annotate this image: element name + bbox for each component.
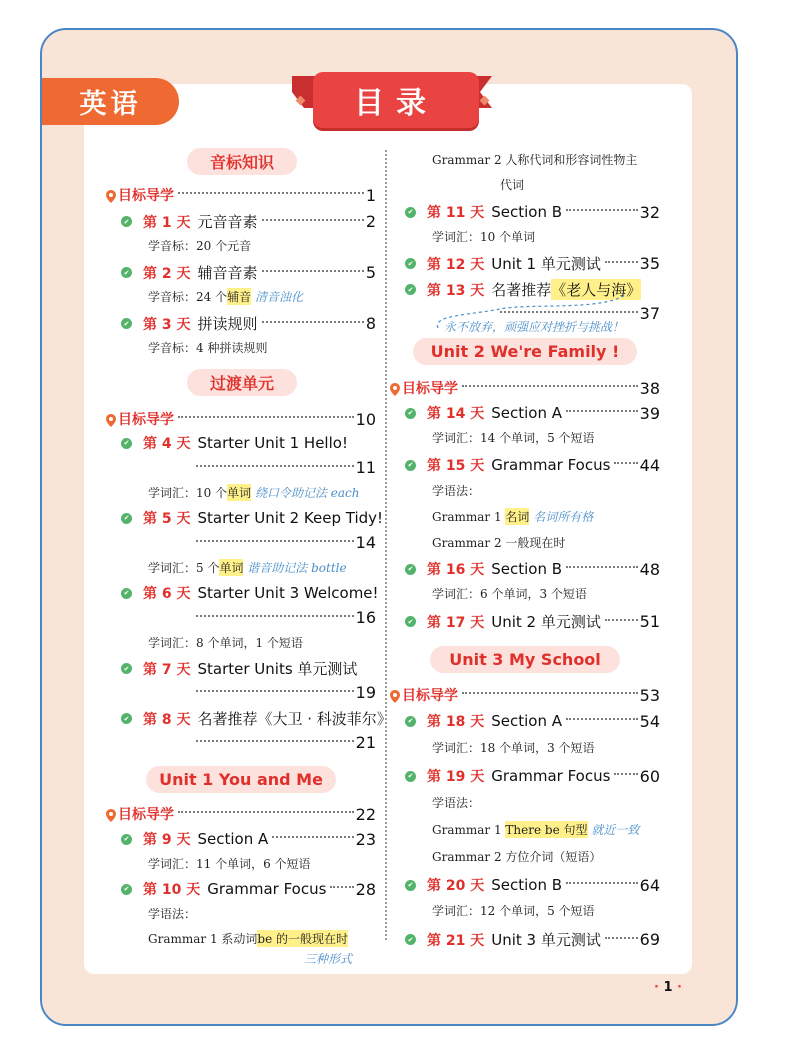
toc-entry[interactable]: ✔ 第 17 天 Unit 2 单元测试 51 <box>405 611 660 632</box>
check-icon: ✔ <box>405 771 416 782</box>
entry-detail: 学音标：24 个 辅音 清音浊化 <box>148 290 303 304</box>
entry-detail: 学词汇：18 个单词，3 个短语 <box>432 741 595 755</box>
grammar-line: Grammar 1 系动词 be 的一般现在时 <box>148 932 348 946</box>
grammar-line: Grammar 2 方位介词（短语） <box>432 850 602 864</box>
entry-detail: 学语法： <box>432 484 481 498</box>
toc-entry[interactable]: ✔ 第 4 天 Starter Unit 1 Hello! <box>121 433 348 453</box>
dot-leader <box>178 192 364 194</box>
toc-entry[interactable]: ✔ 第 3 天 拼读规则 8 <box>121 313 376 334</box>
toc-entry[interactable]: ✔ 第 6 天 Starter Unit 3 Welcome! <box>121 583 379 603</box>
toc-entry[interactable]: ✔ 第 20 天 Section B 64 <box>405 875 660 895</box>
entry-detail: 学音标：4 种拼读规则 <box>148 341 268 355</box>
section-heading: Unit 2 We're Family ! <box>413 338 637 365</box>
check-icon: ✔ <box>121 834 132 845</box>
toc-entry[interactable]: ✔ 第 2 天 辅音音素 5 <box>121 262 376 283</box>
toc-entry[interactable]: ✔ 第 10 天 Grammar Focus 28 <box>121 879 376 899</box>
guide-row[interactable]: 目标导学 22 <box>106 804 376 824</box>
toc-entry[interactable]: ✔ 第 7 天 Starter Units 单元测试 <box>121 658 357 679</box>
section-heading: Unit 3 My School <box>430 646 620 673</box>
guide-row[interactable]: 目标导学 53 <box>390 685 660 705</box>
section-heading: 过渡单元 <box>187 369 297 396</box>
check-icon: ✔ <box>405 258 416 269</box>
entry-detail: 学词汇：14 个单词，5 个短语 <box>432 431 595 445</box>
toc-entry[interactable]: ✔ 第 11 天 Section B 32 <box>405 202 660 222</box>
entry-detail: 学词汇：6 个单词，3 个短语 <box>432 587 587 601</box>
check-icon: ✔ <box>121 713 132 724</box>
entry-detail: 学词汇：5 个 单词 谐音助记法 bottle <box>148 561 347 575</box>
location-pin-icon <box>390 690 400 703</box>
page-line: 21 <box>192 733 376 752</box>
check-icon: ✔ <box>121 663 132 674</box>
entry-detail: 学语法： <box>148 907 197 921</box>
entry-detail: 学音标：20 个元音 <box>148 239 252 253</box>
entry-detail: 学词汇：11 个单词，6 个短语 <box>148 857 311 871</box>
page-line: 19 <box>192 683 376 702</box>
check-icon: ✔ <box>121 513 132 524</box>
entry-detail: 学语法： <box>432 796 481 810</box>
page-line: 14 <box>192 533 376 552</box>
guide-row[interactable]: 目标导学 10 <box>106 409 376 429</box>
toc-entry[interactable]: ✔ 第 13 天 名著推荐 《老人与海》 <box>405 279 641 300</box>
check-icon: ✔ <box>121 588 132 599</box>
toc-entry[interactable]: ✔ 第 12 天 Unit 1 单元测试 35 <box>405 253 660 274</box>
check-icon: ✔ <box>121 438 132 449</box>
location-pin-icon <box>106 809 116 822</box>
check-icon: ✔ <box>405 616 416 627</box>
check-icon: ✔ <box>405 207 416 218</box>
toc-entry[interactable]: ✔ 第 8 天 名著推荐《大卫 · 科波菲尔》 <box>121 708 392 729</box>
page-line: 11 <box>192 458 376 477</box>
grammar-line: Grammar 2 一般现在时 <box>432 536 566 550</box>
check-icon: ✔ <box>121 267 132 278</box>
grammar-line: Grammar 1 名词 名词所有格 <box>432 509 594 524</box>
toc-entry[interactable]: ✔ 第 5 天 Starter Unit 2 Keep Tidy! <box>121 508 383 528</box>
check-icon: ✔ <box>405 880 416 891</box>
check-icon: ✔ <box>405 460 416 471</box>
page-line: 37 <box>496 304 660 323</box>
handwritten-note: 永不放弃，顽强应对挫折与挑战！ <box>444 320 625 334</box>
check-icon: ✔ <box>405 408 416 419</box>
handwritten-note: 三种形式 <box>304 952 353 966</box>
toc-entry[interactable]: ✔ 第 14 天 Section A 39 <box>405 403 660 423</box>
page-line: 16 <box>192 608 376 627</box>
subject-tab: 英语 <box>42 78 179 125</box>
location-pin-icon <box>390 383 400 396</box>
entry-detail: 学词汇：12 个单词，5 个短语 <box>432 904 595 918</box>
toc-entry[interactable]: ✔ 第 1 天 元音音素 2 <box>121 211 376 232</box>
guide-row[interactable]: 目标导学 1 <box>106 185 376 205</box>
toc-entry[interactable]: ✔ 第 16 天 Section B 48 <box>405 559 660 579</box>
column-divider <box>385 150 387 940</box>
toc-entry[interactable]: ✔ 第 21 天 Unit 3 单元测试 69 <box>405 929 660 950</box>
check-icon: ✔ <box>121 318 132 329</box>
grammar-line: Grammar 1 There be 句型 就近一致 <box>432 822 640 837</box>
toc-entry[interactable]: ✔ 第 15 天 Grammar Focus 44 <box>405 455 660 475</box>
page-title: 目录 <box>313 72 479 128</box>
entry-detail: 学词汇：10 个单词 <box>432 230 536 244</box>
section-heading: 音标知识 <box>187 148 297 175</box>
check-icon: ✔ <box>405 284 416 295</box>
section-heading: Unit 1 You and Me <box>146 766 336 793</box>
toc-entry[interactable]: ✔ 第 9 天 Section A 23 <box>121 829 376 849</box>
guide-row[interactable]: 目标导学 38 <box>390 378 660 398</box>
grammar-line: Grammar 2 人称代词和形容词性物主 <box>432 153 638 167</box>
toc-entry[interactable]: ✔ 第 19 天 Grammar Focus 60 <box>405 766 660 786</box>
check-icon: ✔ <box>405 716 416 727</box>
check-icon: ✔ <box>121 884 132 895</box>
location-pin-icon <box>106 190 116 203</box>
page-number: · 1 · <box>654 980 682 995</box>
check-icon: ✔ <box>121 216 132 227</box>
toc-entry[interactable]: ✔ 第 18 天 Section A 54 <box>405 711 660 731</box>
entry-detail: 学词汇：8 个单词，1 个短语 <box>148 636 303 650</box>
entry-detail: 学词汇：10 个 单词 绕口令助记法 each <box>148 486 360 500</box>
check-icon: ✔ <box>405 564 416 575</box>
grammar-line: 代词 <box>500 178 525 192</box>
location-pin-icon <box>106 414 116 427</box>
check-icon: ✔ <box>405 934 416 945</box>
